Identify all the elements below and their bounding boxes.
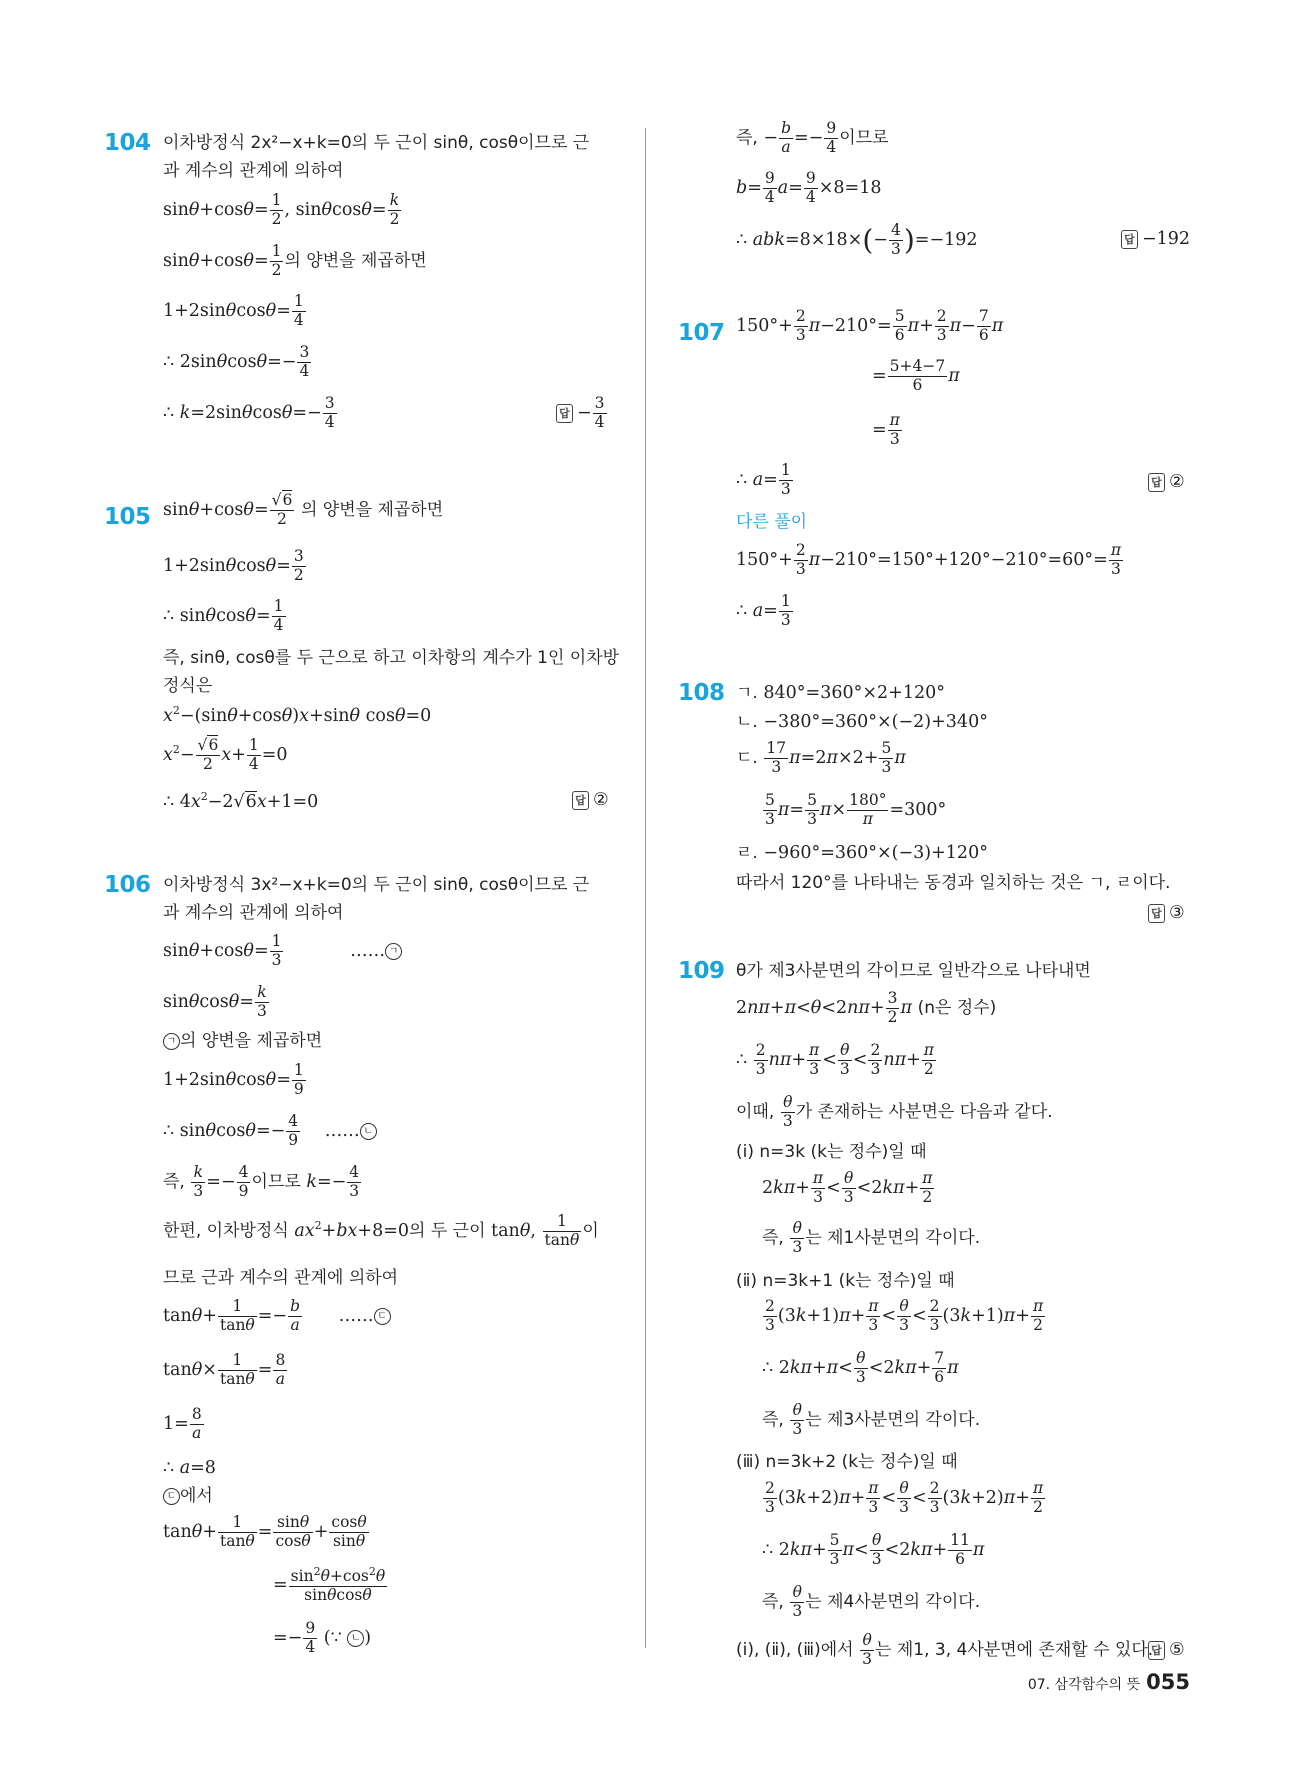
- p104-line2: 과 계수의 관계에 의하여: [163, 161, 344, 181]
- answer-icon: 답: [1148, 473, 1165, 492]
- p104-eq1: sinθ+cosθ= $\frac{1}{2}$ , sinθcosθ= $\frac{k}{2}$: [163, 191, 400, 228]
- p105-eq6: ∴ $4x^2-2√6x+1=0$: [163, 790, 319, 812]
- answer-icon: 답: [1121, 230, 1138, 249]
- p108-item1: ㄱ. 840°=360°×2+120°: [736, 683, 945, 703]
- p107-alt-label: 다른 풀이: [736, 512, 808, 532]
- p107-alt-eq2: ∴ a= $\frac{1}{3}$: [736, 592, 791, 629]
- p109-case1-result: 즉, $\frac{\theta}{3}$ 는 제1사분면의 각이다.: [762, 1219, 981, 1256]
- problem-number-107: 107: [678, 320, 725, 346]
- p109-case1: (ⅰ) n=3k (k는 정수)일 때: [736, 1142, 927, 1162]
- problem-number-108: 108: [678, 680, 725, 706]
- p104-eq3: 1+2sinθcosθ= $\frac{1}{4}$: [163, 292, 304, 329]
- answer-icon: 답: [572, 791, 589, 810]
- p107-eq4: ∴ a= $\frac{1}{3}$: [736, 461, 791, 498]
- p106-eq4: ∴ sinθcosθ=− $\frac{4}{9}$ …… ㄴ: [163, 1113, 377, 1150]
- p108-item3b: $\frac{5}{3}$ π= $\frac{5}{3}$ π× $\frac{180^\circ}{\pi}$ =300°: [765, 791, 947, 828]
- p109-case1-eq: 2kπ+ $\frac{\pi}{3}$ < $\frac{\theta}{3}$ <2kπ+ $\frac{\pi}{2}$: [762, 1169, 933, 1206]
- p108-conclusion: 따라서 120°를 나타내는 동경과 일치하는 것은 ㄱ, ㄹ이다.: [736, 873, 1171, 893]
- problem-number-109: 109: [678, 958, 725, 984]
- p106-eq1: sinθ+cosθ= $\frac{1}{3}$ …… ㄱ: [163, 933, 402, 970]
- p106-line5: ㄱ 의 양변을 제곱하면: [163, 1031, 322, 1051]
- p106-eq9: ∴ a=8: [163, 1458, 216, 1478]
- p105-eq5: $x^2-$ $\frac{√6}{2}$ x+ $\frac{1}{4}$ =0: [163, 736, 288, 773]
- p107-eq3: = $\frac{\pi}{3}$: [872, 411, 900, 448]
- p109-case2-eq1: $\frac{2}{3}$ (3k+1)π+ $\frac{\pi}{3}$ < $\frac{\theta}{3}$ < $\frac{2}{3}$ (3k+1)π+ $\frac{\pi}{2}$: [765, 1297, 1044, 1334]
- answer-icon: 답: [1148, 1641, 1165, 1660]
- p105-answer: 답 ②: [572, 790, 609, 810]
- chapter-title: 07. 삼각함수의 뜻: [1027, 1677, 1141, 1693]
- p106-eq12: =− $\frac{9}{4}$ (∵ ㄴ ): [273, 1619, 372, 1656]
- p106-eq6: tanθ+ $\frac{1}{\tan\theta}$ =− $\frac{b}{a}$ …… ㄷ: [163, 1298, 391, 1335]
- p106-eq11: = $\frac{\sin^2\theta+\cos^2\theta}{\sin\theta\cos\theta}$: [273, 1565, 386, 1604]
- p106-line13: ㄷ 에서: [163, 1486, 213, 1506]
- p105-eq3: ∴ sinθcosθ= $\frac{1}{4}$: [163, 597, 284, 634]
- p109-case3-result: 즉, $\frac{\theta}{3}$ 는 제4사분면의 각이다.: [762, 1583, 981, 1620]
- page-footer: [1028, 1670, 1190, 1694]
- p107-answer: 답 ②: [1148, 472, 1185, 492]
- p104-line1: 이차방정식 2x²−x+k=0의 두 근이 sinθ, cosθ이므로 근: [163, 133, 590, 153]
- p107-eq1: 150°+ $\frac{2}{3}$ π−210°= $\frac{5}{6}$ π+ $\frac{2}{3}$ π− $\frac{7}{6}$ π: [736, 307, 1004, 344]
- problem-number-106: 106: [104, 872, 151, 898]
- p106-cont-eq2: b= $\frac{9}{4}$ a= $\frac{9}{4}$ ×8=18: [736, 169, 882, 206]
- p109-case3-eq1: $\frac{2}{3}$ (3k+2)π+ $\frac{\pi}{3}$ < $\frac{\theta}{3}$ < $\frac{2}{3}$ (3k+2)π+ $\frac{\pi}{2}$: [765, 1479, 1044, 1516]
- p109-answer: 답 ⑤: [1148, 1640, 1185, 1660]
- p109-line4: 이때, $\frac{\theta}{3}$ 가 존재하는 사분면은 다음과 같다.: [736, 1093, 1053, 1130]
- p109-case2-result: 즉, $\frac{\theta}{3}$ 는 제3사분면의 각이다.: [762, 1401, 981, 1438]
- p104-eq5: ∴ k=2sinθcosθ=− $\frac{3}{4}$: [163, 394, 335, 431]
- page-number: 055: [1146, 1670, 1190, 1694]
- p108-answer: 답 ③: [1148, 903, 1185, 923]
- p106-eq2: sinθcosθ= $\frac{k}{3}$: [163, 983, 267, 1020]
- p104-eq2: sinθ+cosθ= $\frac{1}{2}$ 의 양변을 제곱하면: [163, 242, 427, 279]
- problem-number-105: 105: [104, 504, 151, 530]
- p105-line5: 즉, sinθ, cosθ를 두 근으로 하고 이차항의 계수가 1인 이차방: [163, 648, 620, 668]
- p105-eq2: 1+2sinθcosθ= $\frac{3}{2}$: [163, 547, 304, 584]
- p106-cont-eq3: ∴ abk=8×18×(− $\frac{4}{3}$ )=−192: [736, 221, 978, 258]
- p105-eq1: sinθ+cosθ= $\frac{√6}{2}$ 의 양변을 제곱하면: [163, 491, 444, 528]
- p109-case3: (ⅲ) n=3k+2 (k는 정수)일 때: [736, 1452, 958, 1472]
- p109-line1: θ가 제3사분면의 각이므로 일반각으로 나타내면: [736, 961, 1091, 981]
- p107-alt-eq1: 150°+ $\frac{2}{3}$ π−210°=150°+120°−210°=60°= $\frac{\pi}{3}$: [736, 541, 1122, 578]
- p104-answer: 답 − $\frac{3}{4}$: [556, 395, 608, 432]
- p105-line6: 정식은: [163, 676, 213, 696]
- answer-icon: 답: [556, 404, 573, 423]
- p106-cont-eq1: 즉, − $\frac{b}{a}$ =− $\frac{9}{4}$ 이므로: [736, 119, 889, 156]
- p106-answer: 답 −192: [1121, 229, 1190, 249]
- p106-line9: 한편, 이차방정식 $ax^2+bx+8=0$의 두 근이 tanθ, $\frac{1}{\tan\theta}$ 이: [163, 1212, 599, 1249]
- p109-eq1: 2nπ+π<θ<2nπ+ $\frac{3}{2}$ π (n은 정수): [736, 989, 997, 1026]
- p109-case2: (ⅱ) n=3k+1 (k는 정수)일 때: [736, 1271, 955, 1291]
- column-divider: [645, 128, 646, 1648]
- p105-eq4: $x^2-(\sin\theta+\cos\theta)x+\sin\theta$ cosθ=0: [163, 704, 432, 726]
- p108-item2: ㄴ. −380°=360°×(−2)+340°: [736, 712, 988, 732]
- p106-line2: 과 계수의 관계에 의하여: [163, 903, 344, 923]
- p106-line10: 므로 근과 계수의 관계에 의하여: [163, 1268, 399, 1288]
- p108-item4: ㄹ. −960°=360°×(−3)+120°: [736, 843, 988, 863]
- p106-eq8: 1= $\frac{8}{a}$: [163, 1405, 202, 1442]
- p106-eq10: tanθ+ $\frac{1}{\tan\theta}$ = $\frac{\sin\theta}{\cos\theta}$ + $\frac{\cos\theta}{\sin\theta}$: [163, 1513, 367, 1550]
- p106-eq7: tanθ× $\frac{1}{\tan\theta}$ = $\frac{8}{a}$: [163, 1351, 286, 1388]
- p109-eq2: ∴ $\frac{2}{3}$ nπ+ $\frac{\pi}{3}$ < $\frac{\theta}{3}$ < $\frac{2}{3}$ nπ+ $\frac{\pi}{2}$: [736, 1041, 934, 1078]
- p109-final: (ⅰ), (ⅱ), (ⅲ)에서 $\frac{\theta}{3}$ 는 제1, 3, 4사분면에 존재할 수 있다.: [736, 1631, 1154, 1668]
- p108-item3: ㄷ. $\frac{17}{3}$ π=2π×2+ $\frac{5}{3}$ π: [736, 739, 906, 776]
- p109-case3-eq2: ∴ 2kπ+ $\frac{5}{3}$ π< $\frac{\theta}{3}$ <2kπ+ $\frac{11}{6}$ π: [762, 1531, 985, 1568]
- p104-eq4: ∴ 2sinθcosθ=− $\frac{3}{4}$: [163, 343, 310, 380]
- answer-icon: 답: [1148, 904, 1165, 923]
- p106-line1: 이차방정식 3x²−x+k=0의 두 근이 sinθ, cosθ이므로 근: [163, 875, 590, 895]
- p106-eq3: 1+2sinθcosθ= $\frac{1}{9}$: [163, 1061, 304, 1098]
- problem-number-104: 104: [104, 130, 151, 156]
- p107-eq2: = $\frac{5+4-7}{6}$ π: [872, 357, 960, 394]
- p109-case2-eq2: ∴ 2kπ+π< $\frac{\theta}{3}$ <2kπ+ $\frac{7}{6}$ π: [762, 1349, 959, 1386]
- p106-eq5: 즉, $\frac{k}{3}$ =− $\frac{4}{9}$ 이므로 k=− $\frac{4}{3}$: [163, 1163, 360, 1200]
